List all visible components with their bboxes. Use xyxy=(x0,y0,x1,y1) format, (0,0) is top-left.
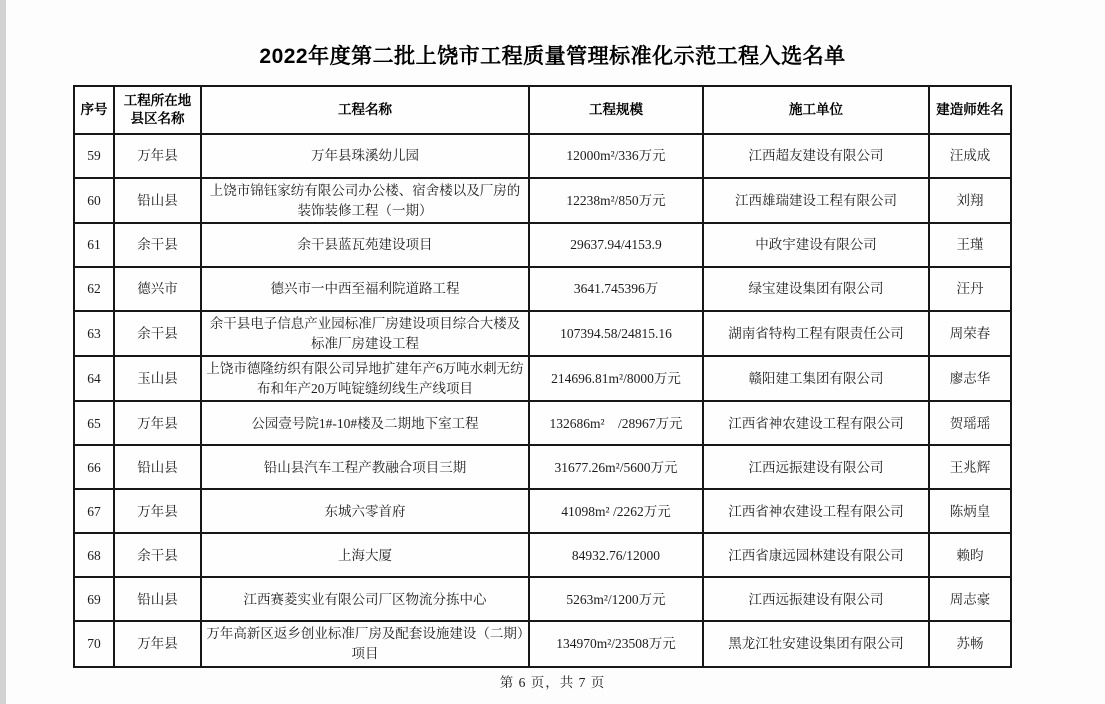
cell-project: 东城六零首府 xyxy=(201,489,529,533)
cell-seq: 70 xyxy=(74,621,114,666)
cell-contractor: 江西省康远园林建设有限公司 xyxy=(703,533,929,577)
cell-scale: 134970m²/23508万元 xyxy=(529,621,703,666)
cell-district: 万年县 xyxy=(114,489,201,533)
page-number: 第 6 页，共 7 页 xyxy=(499,675,606,690)
cell-seq: 68 xyxy=(74,533,114,577)
cell-project: 万年高新区返乡创业标准厂房及配套设施建设（二期）项目 xyxy=(201,621,529,666)
cell-seq: 69 xyxy=(74,577,114,621)
header-contractor: 施工单位 xyxy=(703,86,929,134)
header-builder: 建造师姓名 xyxy=(929,86,1011,134)
cell-builder: 王瑾 xyxy=(929,223,1011,267)
table-header xyxy=(74,86,1011,134)
cell-project: 公园壹号院1#-10#楼及二期地下室工程 xyxy=(201,401,529,445)
cell-builder: 陈炳皇 xyxy=(929,489,1011,533)
cell-seq: 64 xyxy=(74,356,114,401)
cell-project: 上饶市锦钰家纺有限公司办公楼、宿舍楼以及厂房的装饰装修工程（一期） xyxy=(201,178,529,223)
cell-project: 江西赛菱实业有限公司厂区物流分拣中心 xyxy=(201,577,529,621)
header-district-line1: 工程所在地 xyxy=(123,92,192,108)
cell-scale: 5263m²/1200万元 xyxy=(529,577,703,621)
cell-scale: 29637.94/4153.9 xyxy=(529,223,703,267)
cell-district: 铅山县 xyxy=(114,445,201,489)
projects-table-container xyxy=(73,85,1012,668)
cell-scale: 41098m² /2262万元 xyxy=(529,489,703,533)
cell-district: 铅山县 xyxy=(114,577,201,621)
cell-district: 余干县 xyxy=(114,311,201,356)
cell-district: 万年县 xyxy=(114,134,201,178)
cell-scale: 3641.745396万 xyxy=(529,267,703,311)
cell-seq: 60 xyxy=(74,178,114,223)
header-scale: 工程规模 xyxy=(529,86,703,134)
cell-project: 上饶市德隆纺织有限公司异地扩建年产6万吨水刺无纺布和年产20万吨锭缝纫线生产线项目 xyxy=(201,356,529,401)
cell-scale: 12000m²/336万元 xyxy=(529,134,703,178)
table-row xyxy=(74,178,1011,223)
cell-seq: 65 xyxy=(74,401,114,445)
header-district xyxy=(114,86,201,134)
cell-builder: 刘翔 xyxy=(929,178,1011,223)
cell-builder: 汪成成 xyxy=(929,134,1011,178)
header-seq: 序号 xyxy=(74,86,114,134)
cell-seq: 61 xyxy=(74,223,114,267)
cell-scale: 84932.76/12000 xyxy=(529,533,703,577)
scan-edge-strip xyxy=(0,0,6,704)
cell-contractor: 中政宇建设有限公司 xyxy=(703,223,929,267)
cell-project: 余干县电子信息产业园标准厂房建设项目综合大楼及标准厂房建设工程 xyxy=(201,311,529,356)
header-row xyxy=(74,86,1011,134)
header-project: 工程名称 xyxy=(201,86,529,134)
cell-contractor: 绿宝建设集团有限公司 xyxy=(703,267,929,311)
cell-seq: 62 xyxy=(74,267,114,311)
cell-builder: 王兆辉 xyxy=(929,445,1011,489)
cell-contractor: 黑龙江牡安建设集团有限公司 xyxy=(703,621,929,666)
cell-project: 万年县珠溪幼儿园 xyxy=(201,134,529,178)
table-row xyxy=(74,134,1011,178)
page-title: 2022年度第二批上饶市工程质量管理标准化示范工程入选名单 xyxy=(259,45,846,68)
cell-builder: 周志豪 xyxy=(929,577,1011,621)
cell-scale: 107394.58/24815.16 xyxy=(529,311,703,356)
cell-district: 万年县 xyxy=(114,621,201,666)
cell-contractor: 江西省神农建设工程有限公司 xyxy=(703,489,929,533)
cell-scale: 132686m² /28967万元 xyxy=(529,401,703,445)
cell-scale: 214696.81m²/8000万元 xyxy=(529,356,703,401)
cell-builder: 贺瑶瑶 xyxy=(929,401,1011,445)
cell-district: 余干县 xyxy=(114,223,201,267)
cell-builder: 汪丹 xyxy=(929,267,1011,311)
cell-seq: 66 xyxy=(74,445,114,489)
cell-district: 德兴市 xyxy=(114,267,201,311)
cell-contractor: 江西超友建设有限公司 xyxy=(703,134,929,178)
cell-project: 铅山县汽车工程产教融合项目三期 xyxy=(201,445,529,489)
table-row xyxy=(74,311,1011,356)
table-row xyxy=(74,267,1011,311)
table-row xyxy=(74,489,1011,533)
cell-contractor: 江西远振建设有限公司 xyxy=(703,445,929,489)
cell-project: 上海大厦 xyxy=(201,533,529,577)
cell-scale: 31677.26m²/5600万元 xyxy=(529,445,703,489)
cell-project: 德兴市一中西至福利院道路工程 xyxy=(201,267,529,311)
table-row xyxy=(74,621,1011,666)
table-row xyxy=(74,577,1011,621)
cell-builder: 周荣春 xyxy=(929,311,1011,356)
cell-builder: 廖志华 xyxy=(929,356,1011,401)
cell-district: 玉山县 xyxy=(114,356,201,401)
cell-district: 万年县 xyxy=(114,401,201,445)
table-row xyxy=(74,445,1011,489)
table-row xyxy=(74,533,1011,577)
cell-seq: 67 xyxy=(74,489,114,533)
cell-contractor: 江西雄瑞建设工程有限公司 xyxy=(703,178,929,223)
cell-district: 余干县 xyxy=(114,533,201,577)
table-body xyxy=(74,134,1011,667)
table-row xyxy=(74,401,1011,445)
cell-scale: 12238m²/850万元 xyxy=(529,178,703,223)
cell-contractor: 湖南省特构工程有限责任公司 xyxy=(703,311,929,356)
table-row xyxy=(74,223,1011,267)
cell-seq: 63 xyxy=(74,311,114,356)
cell-builder: 赖昀 xyxy=(929,533,1011,577)
cell-seq: 59 xyxy=(74,134,114,178)
cell-district: 铅山县 xyxy=(114,178,201,223)
header-district-line2: 县区名称 xyxy=(130,111,185,126)
projects-table xyxy=(73,85,1012,668)
cell-builder: 苏畅 xyxy=(929,621,1011,666)
cell-contractor: 赣阳建工集团有限公司 xyxy=(703,356,929,401)
cell-contractor: 江西省神农建设工程有限公司 xyxy=(703,401,929,445)
cell-project: 余干县蓝瓦苑建设项目 xyxy=(201,223,529,267)
cell-contractor: 江西远振建设有限公司 xyxy=(703,577,929,621)
table-row xyxy=(74,356,1011,401)
